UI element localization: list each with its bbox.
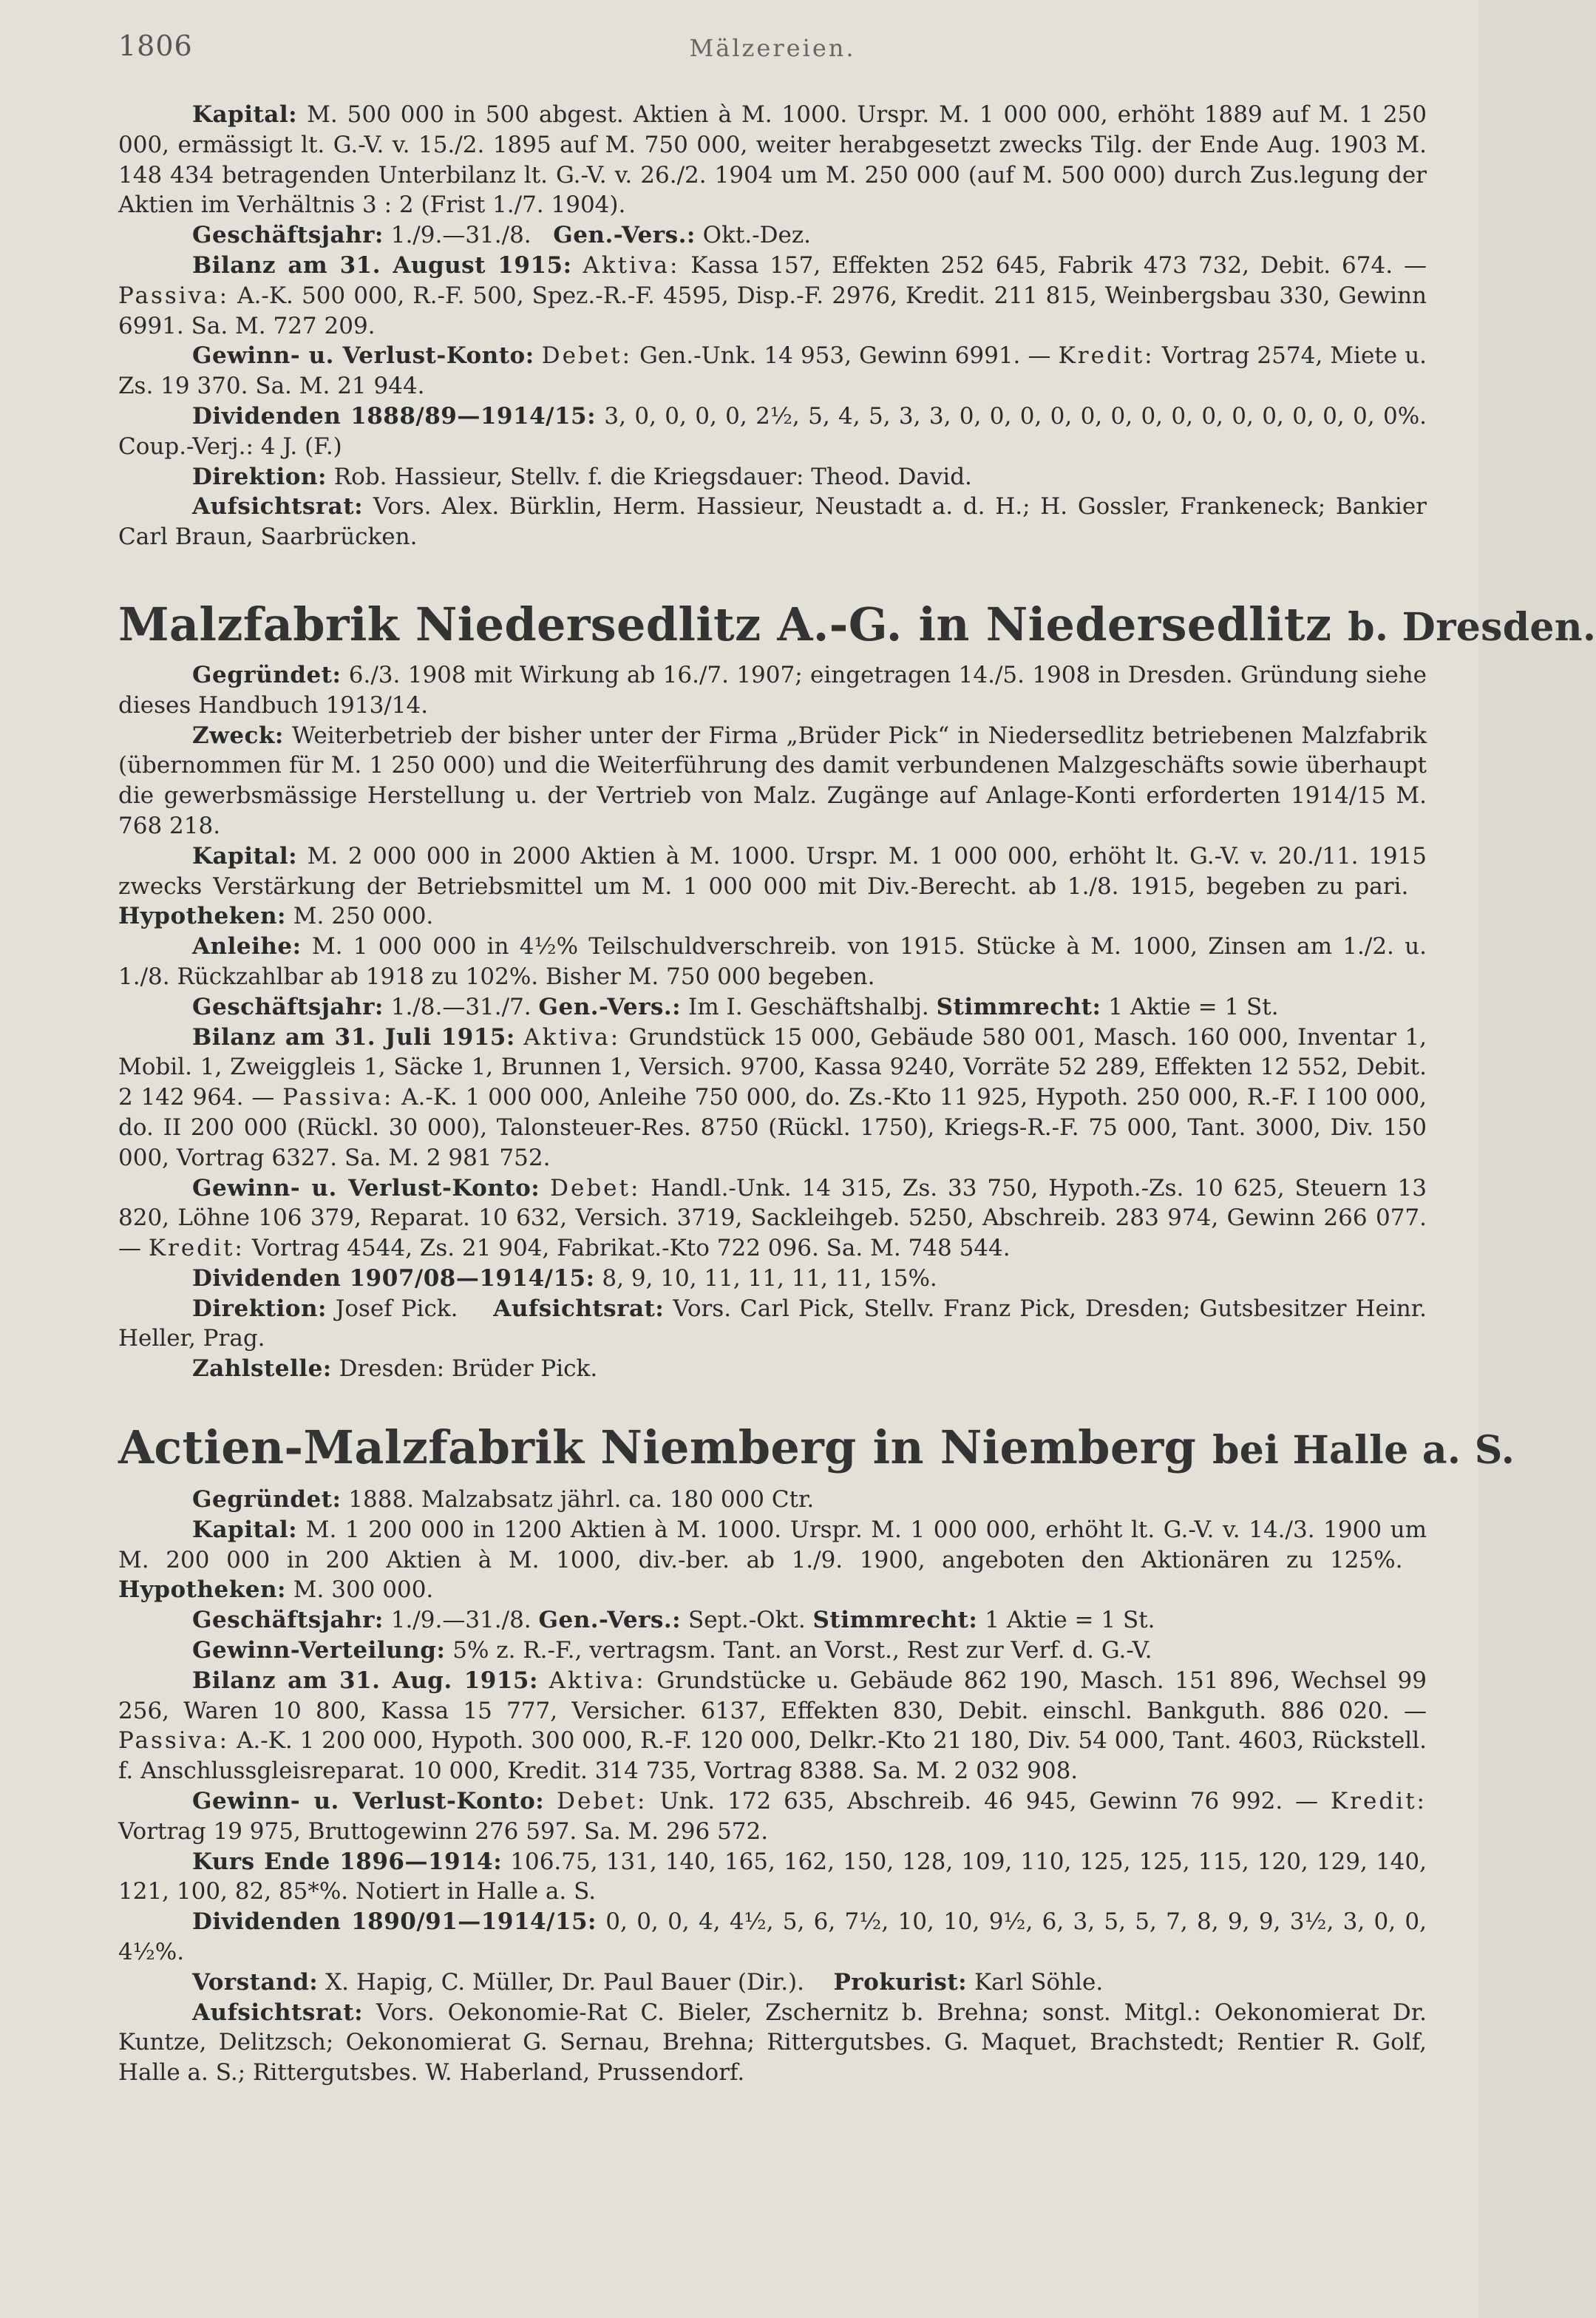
company-name: Actien-Malzfabrik Niemberg in Niemberg xyxy=(118,1420,1197,1475)
text: A.-K. 500 000, R.-F. 500, Spez.-R.-F. 4595, Disp.-F. 2976, Kredit. 211 815, Weinbergsbau 330, Gewinn 6991. Sa. M. 727 209. xyxy=(118,282,1427,339)
text: Josef Pick. xyxy=(326,1295,458,1322)
text: M. 2 000 000 in 2000 Aktien à M. 1000. Urspr. M. 1 000 000, erhöht lt. G.-V. v. 20./11. 1915 zwecks Verstärkung der Betriebsmittel um M. 1 000 000 mit Div.-Berecht. ab 1./8. 1915, begeben zu pari. xyxy=(118,842,1427,900)
direktion-paragraph xyxy=(118,462,1427,492)
kurs-paragraph xyxy=(118,1847,1427,1908)
text: 106.75, 131, 140, 165, 162, 150, 128, 109, 110, 125, 125, 115, 120, 129, 140, 121, 100, 82, 85*%. Notiert in Halle a. S. xyxy=(118,1848,1427,1905)
text: M. 1 000 000 in 4½% Teilschuldverschreib. von 1915. Stücke à M. 1000, Zinsen am 1./2. u. 1./8. Rückzahlbar ab 1918 zu 102%. Bisher M. 750 000 begeben. xyxy=(118,933,1427,990)
label: Debet: xyxy=(541,342,633,370)
company-name: Malzfabrik Niedersedlitz A.-G. in Niedersedlitz xyxy=(118,597,1332,651)
text: Vors. Oekonomie-Rat C. Bieler, Zschernitz b. Brehna; sonst. Mitgl.: Oekonomierat Dr. Kuntze, Delitzsch; Oekonomierat G. Sernau, Brehna; Rittergutsbes. G. Maquet, Brachstedt; Rentier R. Golf, Halle a. S.; Rittergutsbes. W. Haberland, Prussendorf. xyxy=(118,1999,1427,2087)
label: Kapital: xyxy=(192,842,298,870)
running-title: Mälzereien. xyxy=(689,34,856,62)
label: Gegründet: xyxy=(192,1486,342,1514)
guv-paragraph xyxy=(118,341,1427,401)
label: Gewinn-Verteilung: xyxy=(192,1637,446,1664)
label: Direktion: xyxy=(192,1295,327,1322)
company-place: bei Halle a. S. xyxy=(1212,1428,1515,1474)
label: Gen.-Vers.: xyxy=(538,1607,682,1634)
label: Bilanz am 31. Aug. 1915: xyxy=(192,1667,538,1694)
text: Kassa 157, Effekten 252 645, Fabrik 473 732, Debit. 674. — xyxy=(679,251,1427,279)
label: Stimmrecht: xyxy=(936,993,1101,1020)
label: Gewinn- u. Verlust-Konto: xyxy=(192,1174,540,1202)
direktion-paragraph xyxy=(118,1294,1427,1355)
text: Sept.-Okt. xyxy=(681,1607,806,1634)
page-header xyxy=(118,30,1427,81)
kapital-paragraph xyxy=(118,100,1427,220)
bilanz-paragraph xyxy=(118,251,1427,341)
text: Vors. Carl Pick, Stellv. Franz Pick, Dresden; Gutsbesitzer Heinr. Heller, Prag. xyxy=(118,1295,1427,1352)
gegruendet-paragraph xyxy=(118,660,1427,721)
page-number: 1806 xyxy=(118,30,193,62)
text: 3, 0, 0, 0, 0, 2½, 5, 4, 5, 3, 3, 0, 0, 0, 0, 0, 0, 0, 0, 0, 0, 0, 0, 0, 0, 0%. Coup.-Verj.: 4 J. (F.) xyxy=(118,402,1427,460)
label: Bilanz am 31. August 1915: xyxy=(192,251,572,279)
label: Hypotheken: xyxy=(118,903,286,930)
label: Anleihe: xyxy=(192,933,302,960)
text: Handl.-Unk. 14 315, Zs. 33 750, Hypoth.-Zs. 10 625, Steuern 13 820, Löhne 106 379, Reparat. 10 632, Versich. 3719, Sackleihgeb. 5250, Abschreib. 283 974, Gewinn 266 077. — xyxy=(118,1174,1427,1262)
text: Vors. Alex. Bürklin, Herm. Hassieur, Neustadt a. d. H.; H. Gossler, Frankeneck; Bankier Carl Braun, Saarbrücken. xyxy=(118,493,1427,551)
text: X. Hapig, C. Müller, Dr. Paul Bauer (Dir.). xyxy=(318,1968,805,1996)
text: 1./9.—31./8. xyxy=(383,1607,532,1634)
label: Gen.-Vers.: xyxy=(538,993,682,1020)
dividenden-paragraph xyxy=(118,1907,1427,1968)
label: Debet: xyxy=(550,1174,641,1202)
geschaeftsjahr-paragraph xyxy=(118,220,1427,251)
dividenden-paragraph xyxy=(118,401,1427,462)
company-place: b. Dresden. xyxy=(1348,604,1596,650)
label: Prokurist: xyxy=(833,1968,968,1996)
text: Im I. Geschäftshalbj. xyxy=(681,993,929,1020)
text: Vortrag 2574, Miete u. Zs. 19 370. Sa. M. 21 944. xyxy=(118,342,1427,400)
text: 1 Aktie = 1 St. xyxy=(977,1607,1155,1634)
guv-paragraph xyxy=(118,1173,1427,1264)
geschaeftsjahr-paragraph xyxy=(118,1605,1427,1636)
label: Debet: xyxy=(557,1788,648,1815)
label: Hypotheken: xyxy=(118,1576,286,1604)
label: Kapital: xyxy=(192,101,298,128)
text: 1./9.—31./8. xyxy=(383,222,532,249)
text: 5% z. R.-F., vertragsm. Tant. an Vorst., Rest zur Verf. d. G.-V. xyxy=(445,1637,1152,1664)
bilanz-paragraph xyxy=(118,1023,1427,1173)
entry-continued xyxy=(118,100,1427,552)
gewinnverteilung-paragraph xyxy=(118,1636,1427,1666)
company-entry xyxy=(118,1485,1427,2088)
text: Okt.-Dez. xyxy=(695,222,812,249)
label: Passiva: xyxy=(118,282,230,309)
text: Grundstück 15 000, Gebäude 580 001, Masch. 160 000, Inventar 1, Mobil. 1, Zweiggleis 1, Säcke 1, Brunnen 1, Versich. 9700, Kassa 9240, Vorräte 52 289, Effekten 12 552, Debit. 2 142 964. — xyxy=(118,1023,1427,1111)
text: Karl Söhle. xyxy=(967,1968,1104,1996)
text: A.-K. 1 000 000, Anleihe 750 000, do. Zs.-Kto 11 925, Hypoth. 250 000, R.-F. I 100 000, do. II 200 000 (Rückl. 30 000), Talonsteuer-Res. 8750 (Rückl. 1750), Kriegs-R.-F. 75 000, Tant. 3000, Div. 150 000, Vortrag 6327. Sa. M. 2 981 752. xyxy=(118,1084,1427,1171)
label: Vorstand: xyxy=(192,1968,319,1996)
label: Kredit: xyxy=(148,1235,245,1262)
label: Kredit: xyxy=(1331,1788,1427,1815)
label: Dividenden 1907/08—1914/15: xyxy=(192,1264,595,1292)
label: Dividenden 1888/89—1914/15: xyxy=(192,402,597,430)
label: Aktiva: xyxy=(583,251,680,279)
text: Vortrag 4544, Zs. 21 904, Fabrikat.-Kto 722 096. Sa. M. 748 544. xyxy=(244,1235,1011,1262)
label: Dividenden 1890/91—1914/15: xyxy=(192,1908,597,1936)
label: Gewinn- u. Verlust-Konto: xyxy=(192,1788,545,1815)
label: Geschäftsjahr: xyxy=(192,222,384,249)
text: Vortrag 19 975, Bruttogewinn 276 597. Sa. M. 296 572. xyxy=(118,1817,769,1845)
anleihe-paragraph xyxy=(118,932,1427,992)
label: Gegründet: xyxy=(192,661,342,688)
vorstand-paragraph xyxy=(118,1968,1427,1998)
text: 1888. Malzabsatz jährl. ca. 180 000 Ctr. xyxy=(341,1486,815,1514)
label: Passiva: xyxy=(282,1084,394,1111)
company-title xyxy=(118,595,1596,657)
guv-paragraph xyxy=(118,1786,1427,1847)
bilanz-paragraph xyxy=(118,1666,1427,1786)
label: Kredit: xyxy=(1058,342,1155,370)
label: Aufsichtsrat: xyxy=(493,1295,665,1322)
label: Kurs Ende 1896—1914: xyxy=(192,1848,503,1875)
company-entry xyxy=(118,660,1427,1384)
label: Geschäftsjahr: xyxy=(192,993,384,1020)
kapital-paragraph xyxy=(118,1515,1427,1605)
text: Gen.-Unk. 14 953, Gewinn 6991. — xyxy=(632,342,1051,370)
label: Aufsichtsrat: xyxy=(192,1999,364,2026)
dividenden-paragraph xyxy=(118,1264,1427,1294)
label: Aufsichtsrat: xyxy=(192,493,364,521)
aufsichtsrat-paragraph xyxy=(118,1998,1427,2088)
label: Stimmrecht: xyxy=(812,1607,978,1634)
text: 8, 9, 10, 11, 11, 11, 11, 15%. xyxy=(594,1264,937,1292)
label: Kapital: xyxy=(192,1516,298,1543)
label: Passiva: xyxy=(118,1727,230,1755)
text: M. 250 000. xyxy=(285,903,434,930)
text: M. 500 000 in 500 abgest. Aktien à M. 1000. Urspr. M. 1 000 000, erhöht 1889 auf M. 1 250 000, ermässigt lt. G.-V. v. 15./2. 1895 auf M. 750 000, weiter herabgesetzt zwecks Tilg. der Ende Aug. 1903 M. 148 434 betragenden Unterbilanz lt. G.-V. v. 26./2. 1904 um M. 250 000 (auf M. 500 000) durch Zus.legung der Aktien im Verhältnis 3 : 2 (Frist 1./7. 1904). xyxy=(118,101,1427,219)
text: Unk. 172 635, Abschreib. 46 945, Gewinn 76 992. — xyxy=(647,1788,1319,1815)
geschaeftsjahr-paragraph xyxy=(118,992,1427,1023)
text: 0, 0, 0, 4, 4½, 5, 6, 7½, 10, 10, 9½, 6, 3, 5, 5, 7, 8, 9, 9, 3½, 3, 0, 0, 4½%. xyxy=(118,1908,1427,1966)
label: Bilanz am 31. Juli 1915: xyxy=(192,1023,515,1051)
text: 1./8.—31./7. xyxy=(383,993,532,1020)
text: Weiterbetrieb der bisher unter der Firma „Brüder Pick“ in Niedersedlitz betriebenen Malzfabrik (übernommen für M. 1 250 000) und die Weiterführung des damit verbundenen Malzgeschäfts sowie überhaupt die gewerbsmässige Herstellung u. der Vertrieb von Malz. Zugänge auf Anlage-Konti erforderten 1914/15 M. 768 218. xyxy=(118,722,1427,839)
text: M. 1 200 000 in 1200 Aktien à M. 1000. Urspr. M. 1 000 000, erhöht lt. G.-V. v. 14./3. 1900 um M. 200 000 in 200 Aktien à M. 1000, div.-ber. ab 1./9. 1900, angeboten den Aktionären zu 125%. xyxy=(118,1516,1427,1573)
zweck-paragraph xyxy=(118,721,1427,841)
text: Dresden: Brüder Pick. xyxy=(331,1355,598,1383)
page-body xyxy=(118,100,1596,2088)
label: Direktion: xyxy=(192,463,327,490)
text: Rob. Hassieur, Stellv. f. die Kriegsdauer: Theod. David. xyxy=(326,463,972,490)
label: Geschäftsjahr: xyxy=(192,1607,384,1634)
text: M. 300 000. xyxy=(285,1576,434,1604)
gegruendet-paragraph xyxy=(118,1485,1427,1515)
text: 1 Aktie = 1 St. xyxy=(1101,993,1279,1020)
label: Aktiva: xyxy=(549,1667,646,1694)
label: Gen.-Vers.: xyxy=(553,222,696,249)
company-title xyxy=(118,1418,1515,1480)
label: Zahlstelle: xyxy=(192,1355,332,1383)
zahlstelle-paragraph xyxy=(118,1354,1427,1384)
label: Aktiva: xyxy=(523,1023,621,1051)
text: Grundstücke u. Gebäude 862 190, Masch. 151 896, Wechsel 99 256, Waren 10 800, Kassa 15 777, Versicher. 6137, Effekten 830, Debit. einschl. Bankguth. 886 020. — xyxy=(118,1667,1427,1724)
kapital-paragraph xyxy=(118,841,1427,932)
label: Gewinn- u. Verlust-Konto: xyxy=(192,342,534,370)
aufsichtsrat-paragraph xyxy=(118,492,1427,552)
text: 6./3. 1908 mit Wirkung ab 16./7. 1907; eingetragen 14./5. 1908 in Dresden. Gründung siehe dieses Handbuch 1913/14. xyxy=(118,661,1427,719)
label: Zweck: xyxy=(192,722,284,749)
text: A.-K. 1 200 000, Hypoth. 300 000, R.-F. 120 000, Delkr.-Kto 21 180, Div. 54 000, Tant. 4603, Rückstell. f. Anschlussgleisreparat. 10 000, Kredit. 314 735, Vortrag 8388. Sa. M. 2 032 908. xyxy=(118,1727,1427,1785)
